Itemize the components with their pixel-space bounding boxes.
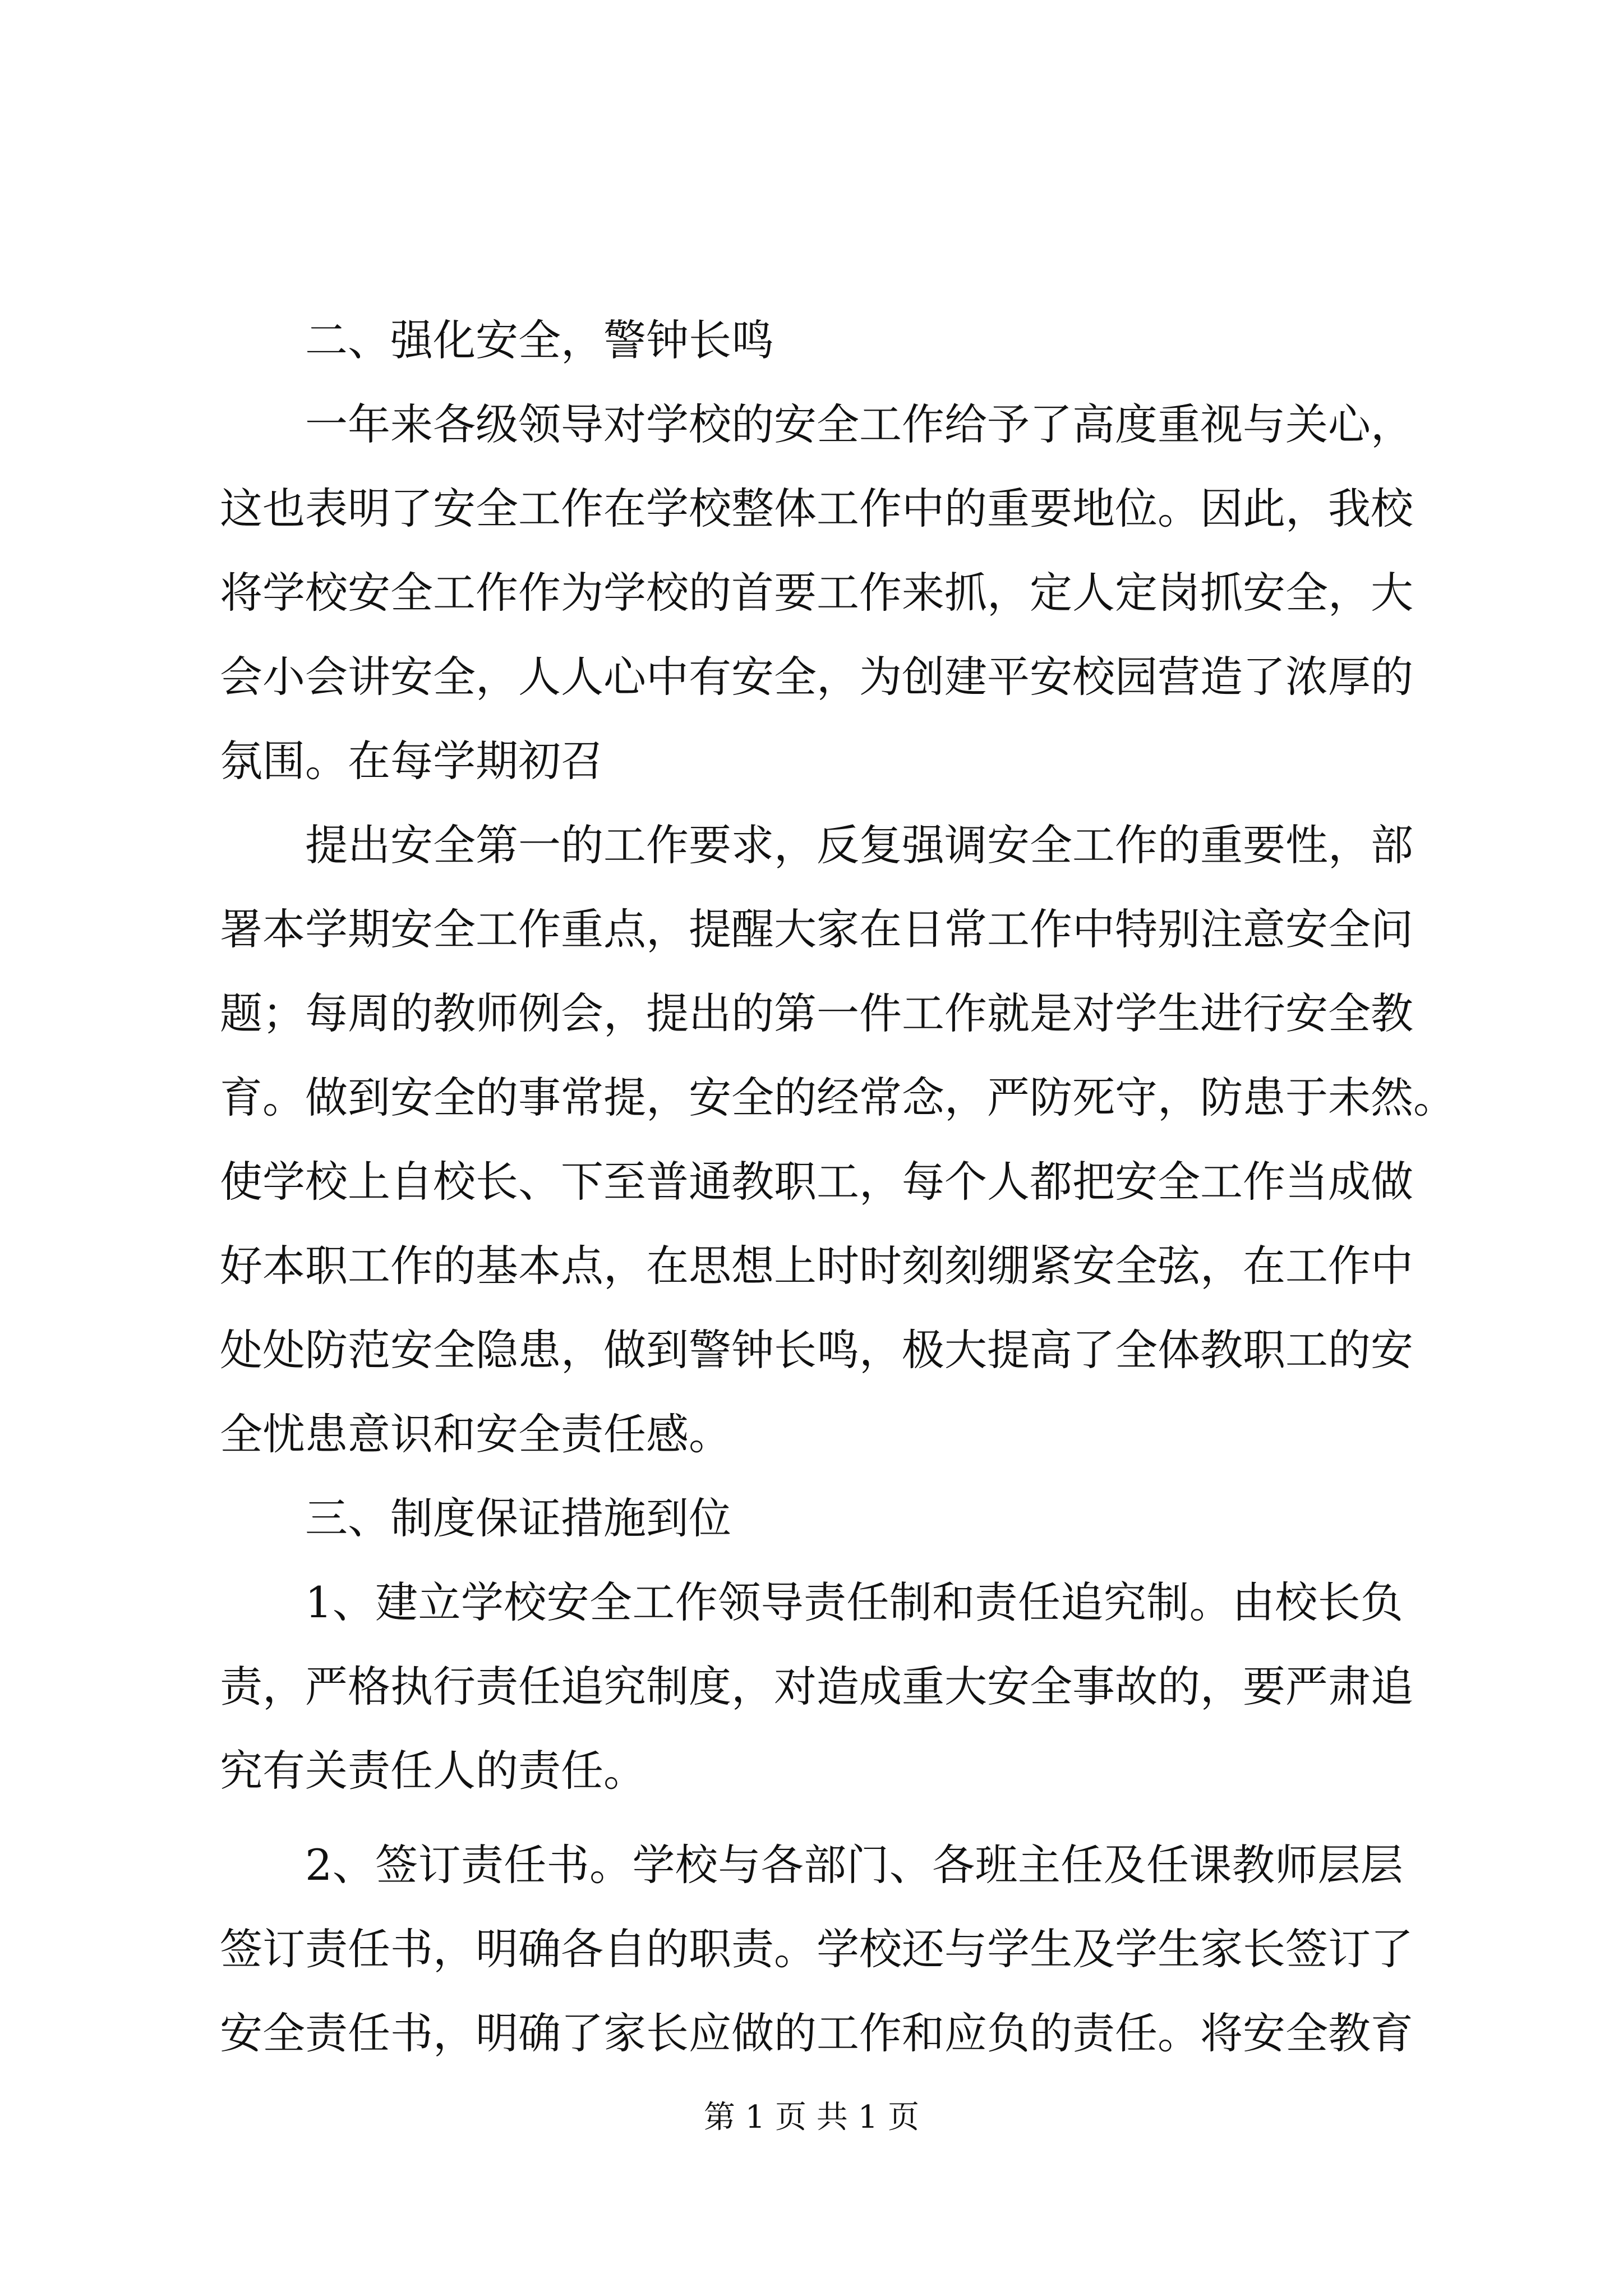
section-heading: 三、制度保证措施到位	[305, 1493, 731, 1543]
paragraph-line: 这也表明了安全工作在学校整体工作中的重要地位。因此，我校	[220, 484, 1413, 533]
page-footer	[0, 2095, 1623, 2140]
paragraph-line: 题；每周的教师例会，提出的第一件工作就是对学生进行安全教	[220, 988, 1413, 1038]
paragraph-line: 全忧患意识和安全责任感。	[220, 1409, 731, 1459]
paragraph-line: 究有关责任人的责任。	[220, 1746, 646, 1796]
paragraph-line: 1、建立学校安全工作领导责任制和责任追究制。由校长负	[305, 1577, 1403, 1627]
paragraph-line: 会小会讲安全，人人心中有安全，为创建平安校园营造了浓厚的	[220, 652, 1413, 702]
paragraph-line: 处处防范安全隐患，做到警钟长鸣，极大提高了全体教职工的安	[220, 1325, 1413, 1375]
paragraph-line: 提出安全第一的工作要求，反复强调安全工作的重要性，部	[305, 820, 1413, 870]
paragraph-line: 氛围。在每学期初召	[220, 736, 603, 786]
paragraph-line: 署本学期安全工作重点，提醒大家在日常工作中特别注意安全问	[220, 904, 1413, 954]
paragraph-line: 责，严格执行责任追究制度，对造成重大安全事故的，要严肃追	[220, 1662, 1413, 1711]
paragraph-line: 安全责任书，明确了家长应做的工作和应负的责任。将安全教育	[220, 2008, 1413, 2058]
paragraph-line: 一年来各级领导对学校的安全工作给予了高度重视与关心，	[305, 399, 1413, 449]
paragraph-line: 2、签订责任书。学校与各部门、各班主任及任课教师层层	[305, 1840, 1403, 1890]
paragraph-line: 使学校上自校长、下至普通教职工，每个人都把安全工作当成做	[220, 1157, 1413, 1207]
paragraph-line: 好本职工作的基本点，在思想上时时刻刻绷紧安全弦，在工作中	[220, 1241, 1413, 1291]
document-body	[220, 298, 1456, 2076]
paragraph-line: 签订责任书，明确各自的职责。学校还与学生及学生家长签订了	[220, 1924, 1413, 1974]
page-number: 第 1 页 共 1 页	[703, 2099, 920, 2136]
section-heading: 二、强化安全，警钟长鸣	[305, 315, 774, 365]
paragraph-line: 将学校安全工作作为学校的首要工作来抓，定人定岗抓安全，大	[220, 568, 1413, 618]
paragraph-line: 育。做到安全的事常提，安全的经常念，严防死守，防患于未然。	[220, 1073, 1456, 1122]
